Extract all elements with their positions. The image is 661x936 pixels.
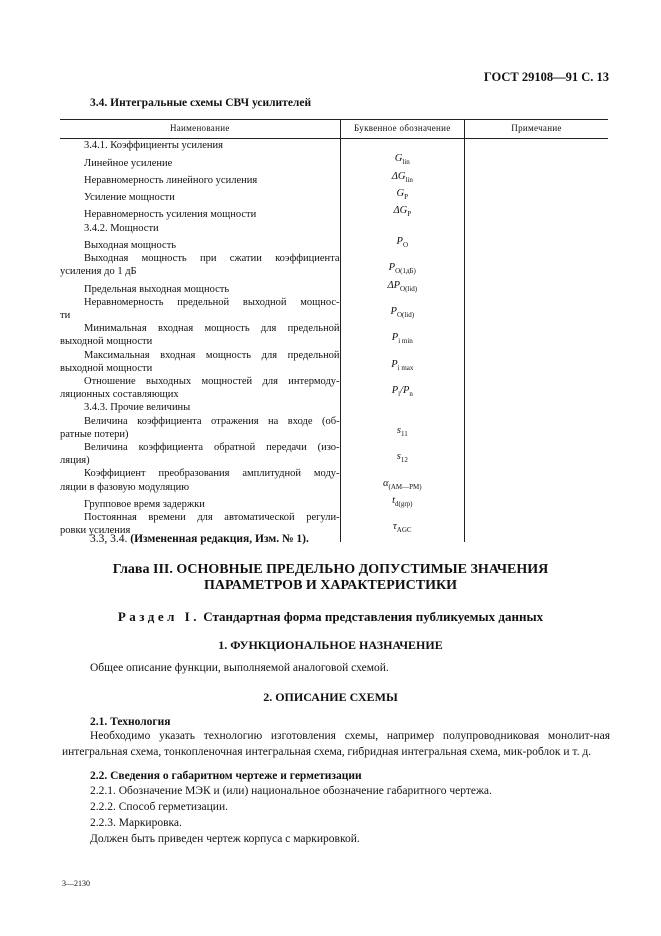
parameter-name: Выходная мощность — [84, 239, 177, 251]
table-caption: 3.4. Интегральные схемы СВЧ усилителей — [90, 97, 312, 109]
letter-symbol: $\Delta P_{O(lid)}$ — [340, 279, 464, 296]
letter-symbol: $\tau_{AGC}$ — [340, 511, 464, 541]
amendment-note: 3.3, 3.4. (Измененная редакция, Изм. № 1). — [90, 533, 309, 545]
note-cell — [465, 187, 608, 204]
column-header-symbol: Буквенное обозначение — [340, 120, 464, 139]
paragraph-function: Общее описание функции, выполняемой аналоговой схемой. — [90, 662, 389, 674]
letter-symbol: $P_{i max}$ — [340, 349, 464, 375]
table-row — [60, 494, 608, 511]
table-row — [60, 204, 608, 221]
parameter-name: Коэффициент преобразования амплитудной моду- ляции в фазовую модуляцию — [60, 468, 340, 493]
table-row — [60, 441, 608, 467]
column-header-name: Наименование — [60, 120, 340, 139]
letter-symbol — [340, 139, 464, 153]
paragraph-marking: Должен быть приведен чертеж корпуса с маркировкой. — [90, 833, 360, 845]
note-cell — [465, 252, 608, 278]
letter-symbol: $P_{i min}$ — [340, 322, 464, 348]
parameter-name: 3.4.2. Мощности — [84, 222, 159, 234]
parameters-table — [60, 119, 608, 542]
note-cell — [465, 441, 608, 467]
paragraph-technology: Необходимо указать технологию изготовления схемы, например полупроводниковая монолит-ная интегральная схема, тонкопленочная интегральная схема, гибридная интегральная схема, мик-роблок и т. д. — [62, 730, 610, 758]
parameter-name: Неравномерность усиления мощности — [84, 209, 257, 221]
page-header: ГОСТ 29108—91 С. 13 — [483, 70, 609, 84]
paragraph-2-2-3: 2.2.3. Маркировка. — [90, 817, 182, 829]
letter-symbol: $P_O$ — [340, 235, 464, 252]
letter-symbol — [340, 401, 464, 414]
note-cell — [465, 235, 608, 252]
note-cell — [465, 322, 608, 348]
table-row — [60, 235, 608, 252]
note-cell — [465, 401, 608, 414]
table-row — [60, 139, 608, 153]
table-row — [60, 170, 608, 187]
parameter-name: 3.4.1. Коэффициенты усиления — [84, 140, 224, 152]
parameter-name: Постоянная времени для автоматической регули- ровки усиления — [60, 512, 340, 537]
note-cell — [465, 279, 608, 296]
note-cell — [465, 222, 608, 235]
note-cell — [465, 511, 608, 541]
parameter-name: Неравномерность предельной выходной мощнос- ти — [60, 296, 340, 321]
table-row — [60, 152, 608, 169]
note-cell — [465, 375, 608, 401]
table-row — [60, 279, 608, 296]
letter-symbol: $P_{O(1дБ)}$ — [340, 252, 464, 278]
letter-symbol: $\Delta G_{lin}$ — [340, 170, 464, 187]
table-row — [60, 467, 608, 493]
letter-symbol: $G_{lin}$ — [340, 152, 464, 169]
letter-symbol: $\Delta G_P$ — [340, 204, 464, 221]
parameter-name: Предельная выходная мощность — [84, 283, 230, 295]
table-row — [60, 187, 608, 204]
paragraph-2-2-1: 2.2.1. Обозначение МЭК и (или) национальное обозначение габаритного чертежа. — [90, 785, 492, 797]
note-cell — [465, 415, 608, 441]
column-header-note: Примечание — [465, 120, 608, 139]
page-footer: 3—2130 — [62, 879, 90, 888]
paragraph-2-2-2: 2.2.2. Способ герметизации. — [90, 801, 228, 813]
section-title: Раздел I. Стандартная форма представления публикуемых данных — [117, 609, 544, 624]
heading-dimensions: 2.2. Сведения о габаритном чертеже и герметизации — [90, 770, 362, 782]
parameter-name: Отношение выходных мощностей для интермоду- ляционных составляющих — [60, 376, 340, 401]
parameter-name: Минимальная входная мощность для предельной выходной мощности — [60, 323, 340, 348]
table-row — [60, 375, 608, 401]
note-cell — [465, 204, 608, 221]
parameter-name: Линейное усиление — [84, 157, 173, 169]
heading-function: 1. ФУНКЦИОНАЛЬНОЕ НАЗНАЧЕНИЕ — [218, 638, 443, 652]
letter-symbol: $s_{12}$ — [340, 441, 464, 467]
letter-symbol: $\alpha_{(AM—PM)}$ — [340, 467, 464, 493]
note-cell — [465, 139, 608, 153]
note-cell — [465, 152, 608, 169]
table-row — [60, 401, 608, 414]
letter-symbol: $G_P$ — [340, 187, 464, 204]
parameter-name: Максимальная входная мощность для предельной выходной мощности — [60, 349, 340, 374]
parameter-name: 3.4.3. Прочие величины — [84, 402, 191, 414]
chapter-title: Глава III. ОСНОВНЫЕ ПРЕДЕЛЬНО ДОПУСТИМЫЕ ЗНАЧЕНИЯ ПАРАМЕТРОВ И ХАРАКТЕРИСТИКИ — [112, 562, 549, 593]
note-cell — [465, 170, 608, 187]
parameter-name: Неравномерность линейного усиления — [84, 174, 258, 186]
parameter-name: Выходная мощность при сжатии коэффициента усиления до 1 дБ — [60, 253, 340, 278]
parameter-name: Величина коэффициента отражения на входе (об- ратные потери) — [60, 415, 340, 440]
letter-symbol: $t_{d(grp)}$ — [340, 494, 464, 511]
heading-scheme: 2. ОПИСАНИЕ СХЕМЫ — [263, 690, 398, 704]
parameter-name: Величина коэффициента обратной передачи (изо- ляция) — [60, 442, 340, 467]
table-row — [60, 349, 608, 375]
table-row — [60, 296, 608, 322]
table-row — [60, 252, 608, 278]
table-row — [60, 222, 608, 235]
note-cell — [465, 494, 608, 511]
table-row — [60, 322, 608, 348]
letter-symbol: $P_{O(lid)}$ — [340, 296, 464, 322]
heading-technology: 2.1. Технология — [90, 716, 171, 728]
letter-symbol: $s_{11}$ — [340, 415, 464, 441]
note-cell — [465, 296, 608, 322]
parameter-name: Усиление мощности — [84, 192, 175, 204]
letter-symbol — [340, 222, 464, 235]
parameter-name: Групповое время задержки — [84, 498, 205, 510]
note-cell — [465, 349, 608, 375]
note-cell — [465, 467, 608, 493]
letter-symbol: $P_i/P_n$ — [340, 375, 464, 401]
table-row — [60, 415, 608, 441]
